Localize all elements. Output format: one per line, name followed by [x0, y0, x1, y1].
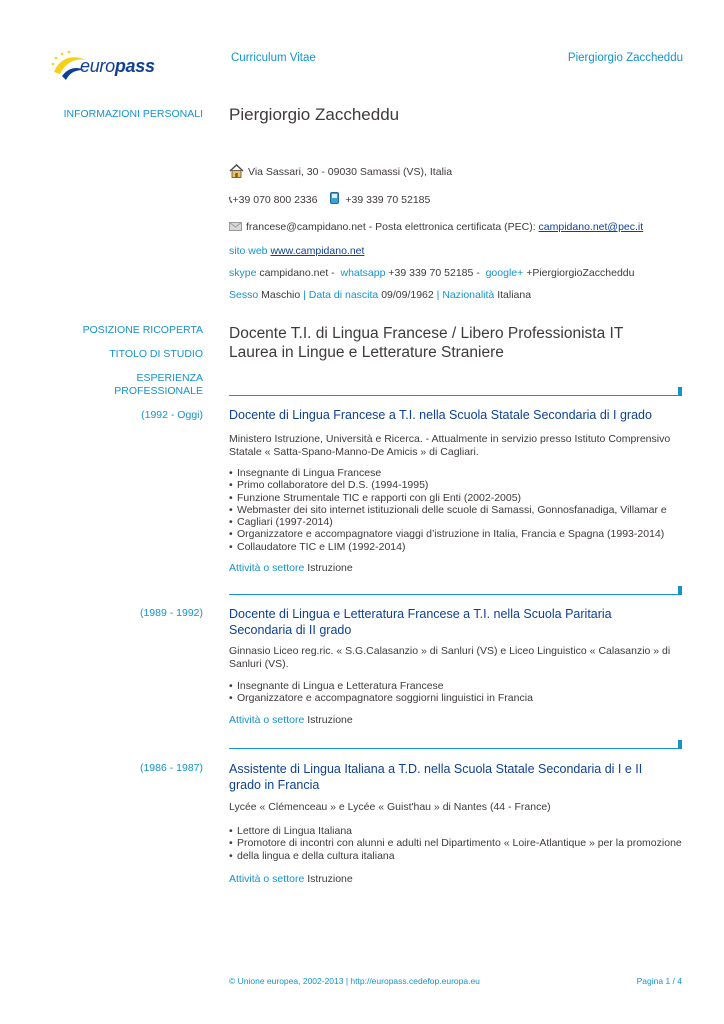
list-item: • Lettore di Lingua Italiana: [229, 825, 684, 837]
sector-value: Istruzione: [307, 562, 353, 574]
phone-row: [229, 192, 430, 206]
list-item: • Primo collaboratore del D.S. (1994-1995): [229, 479, 684, 491]
whatsapp-label: whatsapp: [340, 267, 386, 279]
list-item-continuation: [229, 850, 684, 862]
job-title-line: Secondaria di II grado: [229, 623, 352, 637]
job-title-line: grado in Francia: [229, 778, 320, 792]
email-row: [229, 221, 643, 233]
section-rule-end: [678, 740, 682, 749]
job-employer: [229, 433, 684, 459]
position-label: POSIZIONE RICOPERTA: [82, 324, 203, 336]
job-title-line: Docente di Lingua Francese a T.I. nella Scuola Statale Secondaria di I grado: [229, 408, 652, 422]
job-sector: [229, 562, 684, 575]
email-text: francese@campidano.net - Posta elettronica certificata (PEC):: [246, 221, 539, 233]
mobile-phone-icon: [330, 192, 339, 204]
header-owner-name: Piergiorgio Zaccheddu: [567, 52, 683, 64]
job-sector: [229, 873, 684, 886]
experience-label: [114, 372, 203, 398]
sex-value: Maschio: [261, 289, 301, 301]
person-name: Piergiorgio Zaccheddu: [229, 105, 400, 124]
sector-label: Attività o settore: [229, 873, 305, 885]
position-value: Docente T.I. di Lingua Francese / Libero Professionista IT: [229, 325, 624, 342]
list-item: • Organizzatore e accompagnatore soggiorni linguistici in Francia: [229, 692, 684, 704]
phone-text: +39 070 800 2336: [232, 194, 318, 206]
job-employer: [229, 801, 684, 814]
personal-details-row: [229, 289, 531, 301]
logo-text-bold: pass: [114, 56, 155, 76]
website-row: [229, 245, 364, 257]
job-title-line: Docente di Lingua e Letteratura Francese a T.I. nella Scuola Paritaria: [229, 607, 612, 621]
birth-label: Data di nascita: [308, 289, 379, 301]
section-rule: [229, 395, 680, 396]
sector-value: Istruzione: [307, 873, 353, 885]
googleplus-label: google+: [485, 267, 524, 279]
job-employer: [229, 645, 684, 671]
list-item: • Organizzatore e accompagnatore viaggi d’istruzione in Italia, Francia e Spagna (1993-2014): [229, 528, 684, 540]
study-label: TITOLO DI STUDIO: [109, 348, 203, 360]
europass-logo: [50, 50, 160, 84]
whatsapp-value: +39 339 70 52185 -: [388, 267, 480, 279]
list-item: • Webmaster dei sito internet istituzionali delle scuole di Samassi, Gonnosfanadiga, Villamar e: [229, 504, 684, 516]
section-label-personal: INFORMAZIONI PERSONALI: [63, 108, 203, 120]
googleplus-value: +PiergiorgioZaccheddu: [526, 267, 635, 279]
list-item-continuation-text: della lingua e della cultura italiana: [237, 849, 395, 862]
section-rule: [229, 748, 680, 749]
header-cv-label: Curriculum Vitae: [231, 52, 316, 64]
section-rule-end: [678, 387, 682, 396]
job-employer-line: Lycée « Clémenceau » e Lycée « Guist'hau » di Nantes (44 - France): [229, 801, 551, 813]
birth-value: 09/09/1962: [381, 289, 434, 301]
job-dates: (1986 - 1987): [139, 762, 203, 774]
job-bullets: [229, 680, 684, 705]
list-item: • Insegnante di Lingua e Letteratura Francese: [229, 680, 684, 692]
job-title: [229, 606, 684, 638]
job-employer-line: Sanluri (VS).: [229, 658, 289, 670]
list-item: • Insegnante di Lingua Francese: [229, 467, 684, 479]
sector-label: Attività o settore: [229, 562, 305, 574]
list-item: • Collaudatore TIC e LIM (1992-2014): [229, 541, 684, 553]
list-item-continuation-text: Cagliari (1997-2014): [237, 516, 333, 529]
section-rule-end: [678, 586, 682, 595]
job-employer-line: Ministero Istruzione, Università e Ricerca. - Attualmente in servizio presso Istituto Comprensivo: [229, 433, 671, 445]
phone-icon: 📞︎: [229, 195, 233, 206]
skype-label: skype: [229, 267, 257, 279]
envelope-icon: [229, 222, 242, 231]
footer-page-number: Pagina 1 / 4: [636, 976, 682, 986]
job-dates: (1992 - Oggi): [141, 409, 203, 421]
job-bullets: [229, 467, 684, 553]
separator: |: [436, 289, 440, 301]
job-dates: (1989 - 1992): [139, 607, 203, 619]
sector-value: Istruzione: [307, 714, 353, 726]
nationality-label: Nazionalità: [442, 289, 495, 301]
footer-copyright: © Unione europea, 2002-2013 | http://europass.cedefop.europa.eu: [229, 976, 480, 986]
list-item-continuation: [229, 516, 684, 528]
website-link[interactable]: www.campidano.net: [270, 245, 365, 257]
website-label: sito web: [229, 245, 268, 257]
job-title: [229, 761, 684, 793]
study-value: Laurea in Lingue e Letterature Straniere: [229, 344, 504, 361]
sector-label: Attività o settore: [229, 714, 305, 726]
list-item: • Funzione Strumentale TIC e rapporti con gli Enti (2002-2005): [229, 492, 684, 504]
home-icon: [229, 164, 244, 178]
separator: |: [303, 289, 306, 301]
job-title-line: Assistente di Lingua Italiana a T.D. nella Scuola Statale Secondaria di I e II: [229, 762, 643, 776]
address-row: [229, 164, 452, 178]
job-employer-line: Statale « Satta-Spano-Manno-De Amicis » di Cagliari.: [229, 446, 479, 458]
address-text: Via Sassari, 30 - 09030 Samassi (VS), Italia: [248, 166, 453, 178]
list-item: • Promotore di incontri con alunni e adulti nel Dipartimento « Loire-Atlantique » per la promozione: [229, 837, 684, 849]
messaging-row: [229, 267, 634, 279]
skype-value: campidano.net -: [259, 267, 335, 279]
logo-text-plain: euro: [80, 56, 115, 76]
sex-label: Sesso: [229, 289, 259, 301]
job-employer-line: Ginnasio Liceo reg.ric. « S.G.Calasanzio » di Sanluri (VS) e Liceo Linguistico « Calasanzio » di: [229, 645, 671, 657]
experience-label-line2: PROFESSIONALE: [114, 385, 203, 397]
job-bullets: [229, 825, 684, 862]
job-sector: [229, 714, 684, 727]
section-rule: [229, 594, 680, 595]
job-title: [229, 407, 684, 423]
mobile-text: +39 339 70 52185: [345, 194, 431, 206]
pec-email-link[interactable]: campidano.net@pec.it: [538, 221, 644, 233]
nationality-value: Italiana: [497, 289, 532, 301]
experience-label-line1: ESPERIENZA: [136, 372, 203, 384]
